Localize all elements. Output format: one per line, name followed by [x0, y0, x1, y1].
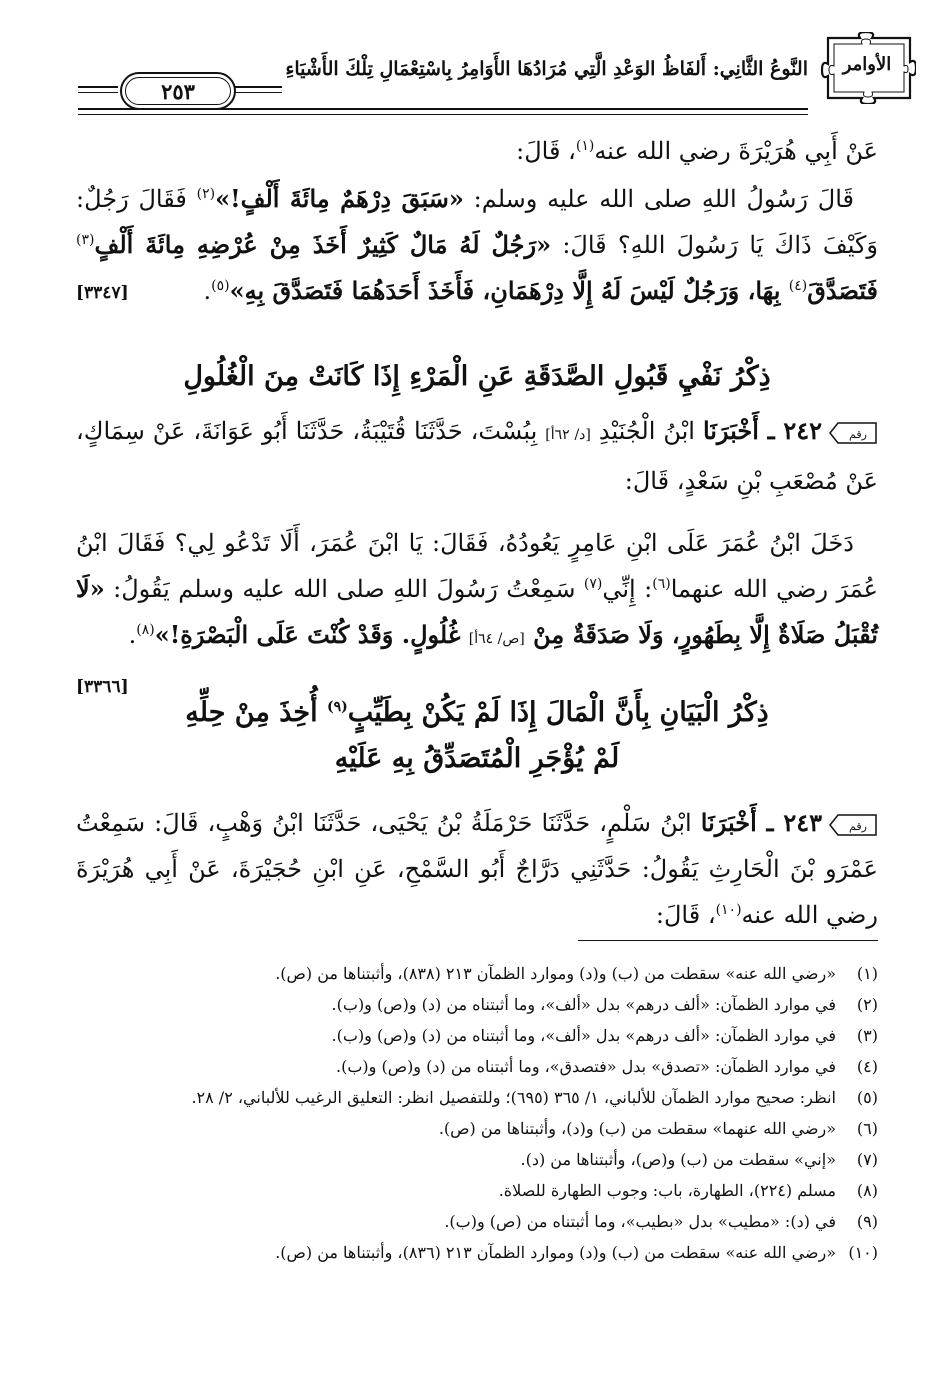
footnote-marker: (٢)	[196, 186, 216, 202]
footnote: (١) «رضي الله عنه» سقطت من (ب) و(د) وموارد الظمآن ٢١٣ (٨٣٨)، وأثبتناها من (ص).	[275, 964, 878, 983]
footnote: (٧) «إني» سقطت من (ب) و(ص)، وأثبتناها من (د).	[520, 1150, 878, 1169]
section-heading: ذِكْرُ نَفْيِ قَبُولِ الصَّدَقَةِ عَنِ الْمَرْءِ إِذَا كَانَتْ مِنَ الْغُلُولِ	[183, 361, 771, 392]
running-title: النَّوعُ الثَّانِي: أَلفَاظُ الوَعْدِ الَّتِي مُرَادُهَا الأَوَامِرُ بِاسْتِعْمَالِ تِلْكَ الأَشْيَاءِ	[285, 58, 808, 80]
page-number: ٢٥٣	[161, 78, 195, 104]
manuscript-page-marker: [د/ ٦٢أ]	[545, 427, 591, 443]
footnote: (٩) في (د): «مطيب» بدل «بطيب»، وما أثبتناه من (ص) و(ب).	[444, 1212, 878, 1231]
manuscript-page-marker: [ص/ ٦٤أ]	[468, 631, 525, 647]
footnote-marker: (١٠)	[715, 902, 742, 918]
hadith-badge-icon	[828, 813, 878, 837]
footnote-marker: (٤)	[788, 278, 808, 294]
footnote-marker: (٣)	[76, 232, 95, 248]
page-number-box	[120, 72, 236, 110]
footnote-marker: (٧)	[583, 576, 603, 592]
footnote-marker: (٨)	[136, 622, 155, 638]
footnote: (٦) «رضي الله عنهما» سقطت من (ب) و(د)، وأثبتناها من (ص).	[438, 1119, 878, 1138]
footnote-separator	[578, 940, 878, 941]
hadith-paragraph-1: قَالَ رَسُولُ اللهِ صلى الله عليه وسلم: «سَبَقَ دِرْهَمٌ مِائَةَ أَلْفٍ!»$^{(٢)}$ فَقَالَ رَجُلٌ: وَكَيْفَ ذَاكَ يَا رَسُولَ اللهِ؟ قَالَ: «رَجُلٌ لَهُ مَالٌ كَثِيرٌ أَخَذَ مِنْ عُرْضِهِ مِائَةَ أَلْفٍ$^{(٣)}$ فَتَصَدَّقَ$^{(٤)}$ بِهَا، وَرَجُلٌ لَيْسَ لَهُ إِلَّا دِرْهَمَانِ، فَأَخَذَ أَحَدَهُمَا فَتَصَدَّقَ بِهِ»$^{(٥)}$. [٣٣٤٧]	[76, 176, 878, 316]
intro-line: عَنْ أَبِي هُرَيْرَةَ رضي الله عنه$^{(١)}$، قَالَ:	[516, 137, 878, 165]
footnote: (٨) مسلم (٢٢٤)، الطهارة، باب: وجوب الطهارة للصلاة.	[498, 1181, 878, 1200]
footnote-marker: (٥)	[211, 278, 230, 294]
puzzle-corner-emblem	[820, 32, 916, 104]
footnotes	[76, 958, 878, 1268]
section-heading-line: ذِكْرُ الْبَيَانِ بِأَنَّ الْمَالَ إِذَا لَمْ يَكُنْ بِطَيِّبٍ$^{(٩)}$ أُخِذَ مِنْ حِلِّهِ	[185, 697, 769, 728]
footnote: (٤) في موارد الظمآن: «تصدق» بدل «فتصدق»، وما أثبتناه من (د) و(ص) و(ب).	[336, 1057, 878, 1076]
hadith-number: ٢٤٣ ـ	[756, 808, 822, 837]
section-heading-2	[76, 690, 878, 782]
hadith-242: رقم ٢٤٢ ـ أَخْبَرَنَا ابْنُ الْجُنَيْدِ [د/ ٦٢أ] بِبُسْتَ، حَدَّثَنَا قُتَيْبَةُ، حَدَّثَنَا أَبُو عَوَانَةَ، عَنْ سِمَاكٍ، عَنْ مُصْعَبِ بْنِ سَعْدٍ، قَالَ:	[76, 416, 878, 495]
footnote: (١٠) «رضي الله عنه» سقطت من (ب) و(د) وموارد الظمآن ٢١٣ (٨٣٦)، وأثبتناها من (ص).	[275, 1243, 878, 1262]
header-rule-mid	[234, 86, 282, 93]
header-rule-left	[78, 86, 118, 93]
footnote: (٥) انظر: صحيح موارد الظمآن للألباني، ١/ ٣٦٥ (٦٩٥)؛ وللتفصيل انظر: التعليق الرغيب للألباني، ٢/ ٢٨.	[191, 1088, 878, 1107]
hadith-badge-label: رقم	[849, 819, 867, 833]
footnote-marker: (٩)	[326, 699, 348, 715]
footnote: (٢) في موارد الظمآن: «ألف درهم» بدل «ألف»، وما أثبتناه من (د) و(ص) و(ب).	[331, 995, 878, 1014]
hadith-243: رقم ٢٤٣ ـ أَخْبَرَنَا ابْنُ سَلْمٍ، حَدَّثَنَا حَرْمَلَةُ بْنُ يَحْيَى، حَدَّثَنَا ابْنُ وَهْبٍ، قَالَ: سَمِعْتُ عَمْرَو بْنَ الْحَارِثِ يَقُولُ: حَدَّثَنِي دَرَّاجٌ أَبُو السَّمْحِ، عَنِ ابْنِ حُجَيْرَةَ، عَنْ أَبِي هُرَيْرَةَ رضي الله عنه$^{(١٠)}$، قَالَ:	[76, 808, 878, 929]
footnote: (٣) في موارد الظمآن: «ألف درهم» بدل «ألف»، وما أثبتناه من (د) و(ص) و(ب).	[331, 1026, 878, 1045]
hadith-badge-label: رقم	[849, 427, 867, 441]
hadith-242-body: دَخَلَ ابْنُ عُمَرَ عَلَى ابْنِ عَامِرٍ يَعُودُهُ، فَقَالَ: يَا ابْنَ عُمَرَ، أَلَا تَدْعُو لِي؟ فَقَالَ ابْنُ عُمَرَ رضي الله عنهما$^{(٦)}$: إِنِّي$^{(٧)}$ سَمِعْتُ رَسُولَ اللهِ صلى الله عليه وسلم يَقُولُ: «لَا تُقْبَلُ صَلَاةٌ إِلَّا بِطَهُورٍ، وَلَا صَدَقَةٌ مِنْ [ص/ ٦٤أ] غُلُولٍ. وَقَدْ كُنْتَ عَلَى الْبَصْرَةِ!»$^{(٨)}$. [٣٣٦٦]	[76, 520, 878, 710]
page-header	[78, 28, 916, 106]
hadith-number: ٢٤٢ ـ	[758, 416, 822, 445]
hadith-reference: [٣٣٤٧]	[76, 283, 129, 303]
hadith-badge-icon	[828, 421, 878, 445]
footnote-marker: (٦)	[652, 576, 671, 592]
hadith-reference: [٣٣٦٦]	[76, 677, 129, 697]
footnote-marker: (١)	[575, 138, 595, 154]
corner-label: الأوامر	[842, 54, 892, 75]
section-heading-line: لَمْ يُؤْجَرِ الْمُتَصَدِّقُ بِهِ عَلَيْهِ	[334, 743, 620, 774]
